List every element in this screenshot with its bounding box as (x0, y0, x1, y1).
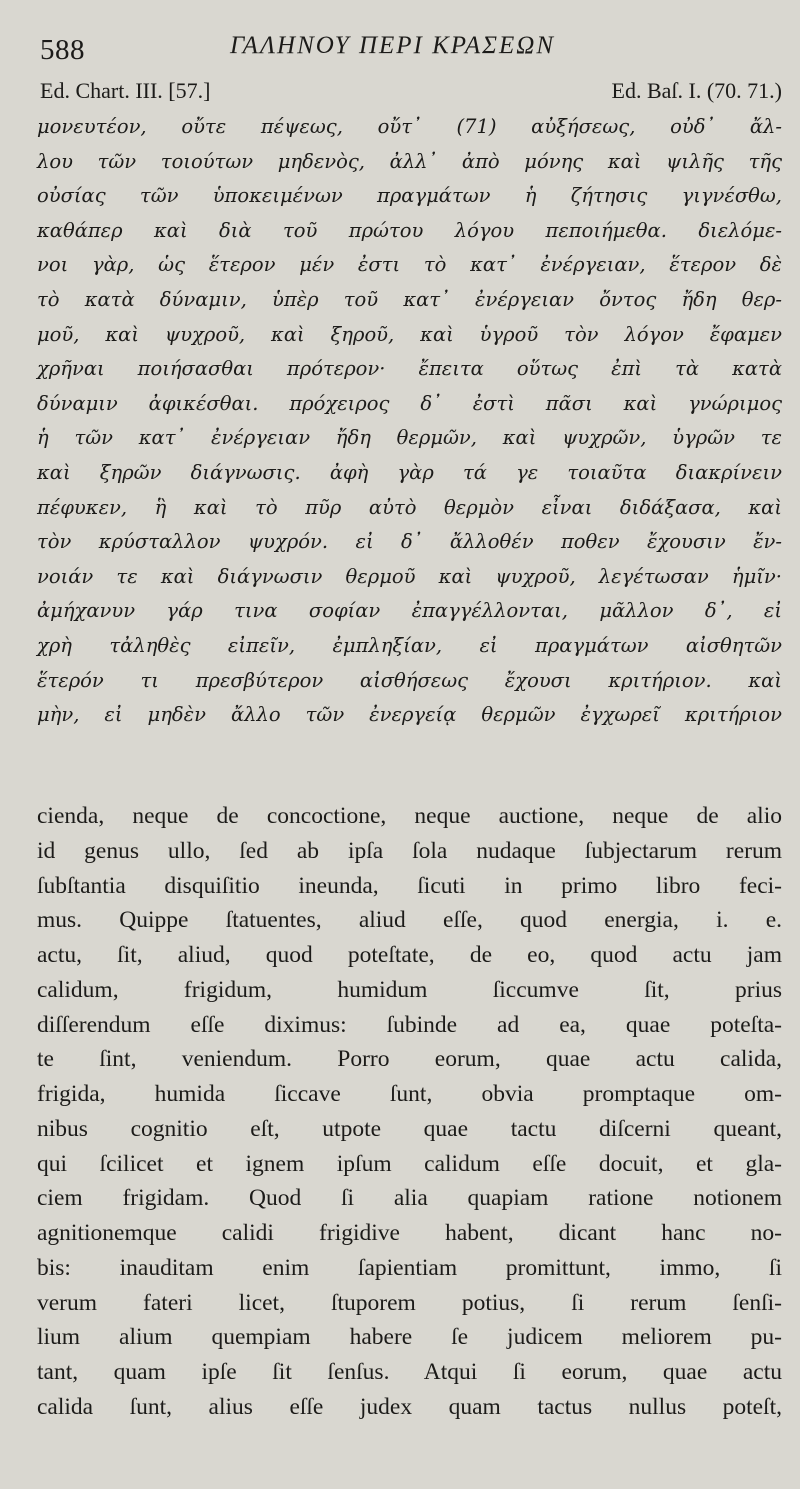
greek-text-line: μονευτέον, οὔτε πέψεως, οὔτ᾽ (71) αὐξήσεως, οὐδ᾽ ἄλ- (37, 115, 782, 138)
greek-text-line: χρῆναι ποιήσασθαι πρότερον· ἔπειτα οὕτως ἐπὶ τὰ κατὰ (37, 357, 782, 381)
latin-text-block (37, 799, 782, 1425)
greek-text-line: νοι γὰρ, ὡς ἕτερον μέν ἐστι τὸ κατ᾽ ἐνέργειαν, ἕτερον δὲ (37, 253, 782, 277)
latin-text-line: calida ſunt, alius eſſe judex quam tactus nullus poteſt, (37, 1393, 782, 1420)
greek-text-line: λου τῶν τοιούτων μηδενὸς, ἀλλ᾽ ἀπὸ μόνης καὶ ψιλῆς τῆς (37, 149, 782, 173)
greek-text-line: ἀμήχανυν γάρ τινα σοφίαν ἐπαγγέλλονται, μᾶλλον δ᾽, εἰ (37, 599, 782, 623)
greek-text-line: ἕτερόν τι πρεσβύτερον αἰσθήσεως ἔχουσι κριτήριον. καὶ (37, 668, 782, 692)
greek-text-line: νοιάν τε καὶ διάγνωσιν θερμοῦ καὶ ψυχροῦ, λεγέτωσαν ἡμῖν· (37, 564, 782, 588)
latin-text-line: id genus ullo, ſed ab ipſa ſola nudaque ſubjectarum rerum (37, 837, 782, 864)
latin-text-line: frigida, humida ſiccave ſunt, obvia promptaque om- (37, 1081, 782, 1107)
latin-text-line: agnitionemque calidi frigidive habent, dicant hanc no- (37, 1220, 782, 1246)
latin-text-line: ciem frigidam. Quod ſi alia quapiam ratione notionem (37, 1185, 782, 1212)
latin-text-line: qui ſcilicet et ignem ipſum calidum eſſe docuit, et gla- (37, 1150, 782, 1177)
greek-text-line: χρὴ τἀληθὲς εἰπεῖν, ἐμπληξίαν, εἰ πραγμάτων αἰσθητῶν (37, 633, 782, 657)
page-header (40, 28, 780, 68)
greek-text-line: καθάπερ καὶ διὰ τοῦ πρώτου λόγου πεποιήμεθα. διελόμε- (37, 218, 782, 242)
latin-text-line: diſſerendum eſſe diximus: ſubinde ad ea, quae poteſta- (37, 1011, 782, 1038)
greek-text-block (37, 110, 782, 733)
latin-text-line: mus. Quippe ſtatuentes, aliud eſſe, quod energia, i. e. (37, 907, 782, 934)
greek-text-line: οὐσίας τῶν ὑποκειμένων πραγμάτων ἡ ζήτησις γιγνέσθω, (37, 184, 782, 208)
latin-text-line: actu, ſit, aliud, quod poteſtate, de eo, quod actu jam (37, 942, 782, 968)
latin-text-line: cienda, neque de concoctione, neque auctione, neque de alio (37, 803, 782, 829)
greek-text-line: καὶ ξηρῶν διάγνωσις. ἀφὴ γὰρ τά γε τοιαῦτα διακρίνειν (37, 460, 782, 484)
edition-references (40, 78, 782, 108)
greek-text-line: τὸ κατὰ δύναμιν, ὑπὲρ τοῦ κατ᾽ ἐνέργειαν ὄντος ἤδη θερ- (37, 287, 782, 311)
page-number: 588 (40, 34, 85, 66)
edition-chartier: Ed. Chart. III. [57.] (40, 78, 211, 103)
latin-text-line: nibus cognitio eſt, utpote quae tactu diſcerni queant, (37, 1115, 782, 1142)
greek-text-line: τὸν κρύσταλλον ψυχρόν. εἰ δ᾽ ἄλλοθέν ποθεν ἔχουσιν ἔν- (37, 530, 782, 554)
latin-text-line: bis: inauditam enim ſapientiam promittunt, immo, ſi (37, 1254, 782, 1281)
latin-text-line: ſubſtantia disquiſitio ineunda, ſicuti in primo libro feci- (37, 872, 782, 899)
latin-text-line: calidum, frigidum, humidum ſiccumve ſit, prius (37, 976, 782, 1003)
latin-text-line: te ſint, veniendum. Porro eorum, quae actu calida, (37, 1046, 782, 1073)
edition-basel: Ed. Baſ. I. (70. 71.) (611, 78, 782, 103)
greek-text-line: ἡ τῶν κατ᾽ ἐνέργειαν ἤδη θερμῶν, καὶ ψυχρῶν, ὑγρῶν τε (37, 426, 782, 450)
greek-text-line: μοῦ, καὶ ψυχροῦ, καὶ ξηροῦ, καὶ ὑγροῦ τὸν λόγον ἔφαμεν (37, 322, 782, 346)
greek-text-line: δύναμιν ἀφικέσθαι. πρόχειρος δ᾽ ἐστὶ πᾶσι καὶ γνώριμος (37, 391, 782, 415)
running-title: ΓΑΛΗΝΟΥ ΠΕΡΙ ΚΡΑΣΕΩΝ (230, 32, 556, 59)
latin-text-line: lium alium quempiam habere ſe judicem meliorem pu- (37, 1324, 782, 1351)
greek-text-line: μὴν, εἰ μηδὲν ἄλλο τῶν ἐνεργείᾳ θερμῶν ἐγχωρεῖ κριτήριον (37, 703, 782, 727)
latin-text-line: verum fateri licet, ſtuporem potius, ſi rerum ſenſi- (37, 1289, 782, 1316)
greek-text-line: πέφυκεν, ἣ καὶ τὸ πῦρ αὐτὸ θερμὸν εἶναι διδάξασα, καὶ (37, 495, 782, 519)
latin-text-line: tant, quam ipſe ſit ſenſus. Atqui ſi eorum, quae actu (37, 1359, 782, 1385)
